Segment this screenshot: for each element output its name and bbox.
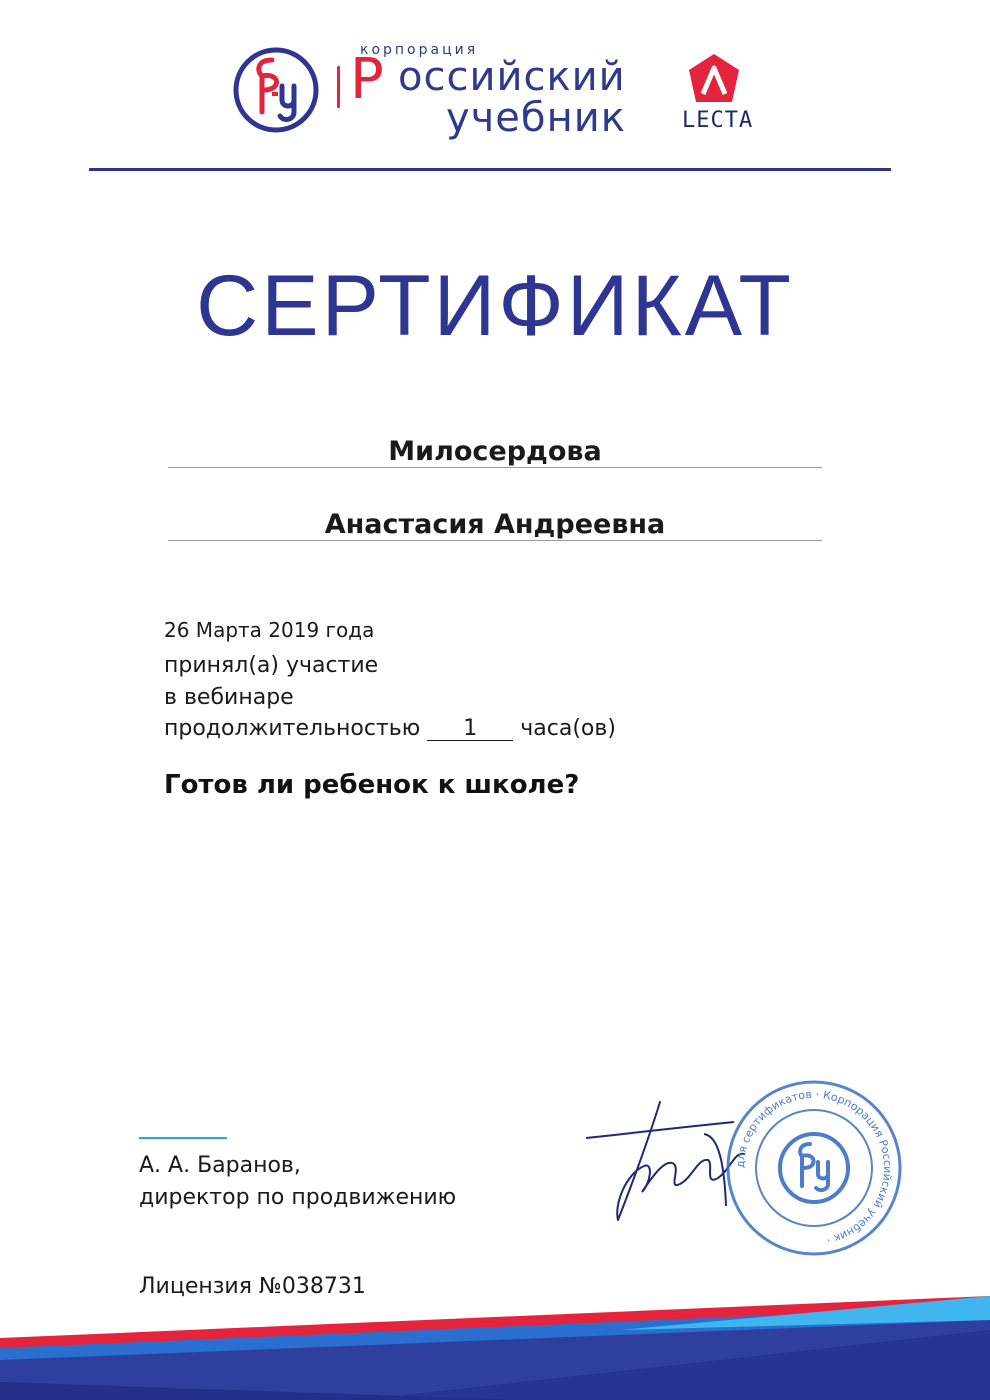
recipient-given-names: Анастасия Андреевна <box>324 509 666 540</box>
duration-label: продолжительностью <box>164 716 421 741</box>
signer-role: директор по продвижению <box>139 1185 457 1210</box>
header-divider <box>89 168 891 171</box>
russian-textbook-logo-icon <box>232 46 320 134</box>
brand-name-line1: оссийский <box>398 54 626 100</box>
official-stamp-icon <box>724 1078 904 1258</box>
stamp-ring-text: для сертификатов · Корпорация Российский учебник · <box>733 1087 895 1247</box>
lecta-label: LECTA <box>682 108 754 133</box>
duration-unit: часа(ов) <box>520 716 616 741</box>
license-number: Лицензия №038731 <box>139 1274 366 1299</box>
certificate-title: СЕРТИФИКАТ <box>196 258 794 354</box>
webinar-topic: Готов ли ребенок к школе? <box>164 770 580 800</box>
participation-text: принял(а) участие <box>164 653 379 678</box>
signer-name: А. А. Баранов, <box>139 1153 301 1178</box>
brand-initial-letter: Р <box>350 47 384 112</box>
decorative-bottom-band <box>0 1290 990 1400</box>
svg-text:для сертификатов · Корпорация <box>734 1088 894 1247</box>
logo-divider <box>337 66 340 108</box>
lecta-logo-icon <box>686 52 742 108</box>
corporation-label: корпорация <box>360 42 479 58</box>
webinar-text: в вебинаре <box>164 685 294 710</box>
signature-accent-line <box>139 1137 227 1139</box>
given-names-underline <box>168 540 822 541</box>
duration-line <box>164 716 616 741</box>
duration-value: 1 <box>427 718 513 741</box>
brand-name-line2: учебник <box>446 95 626 141</box>
recipient-surname: Милосердова <box>388 436 602 467</box>
event-date: 26 Марта 2019 года <box>164 618 375 642</box>
surname-underline <box>168 467 822 468</box>
